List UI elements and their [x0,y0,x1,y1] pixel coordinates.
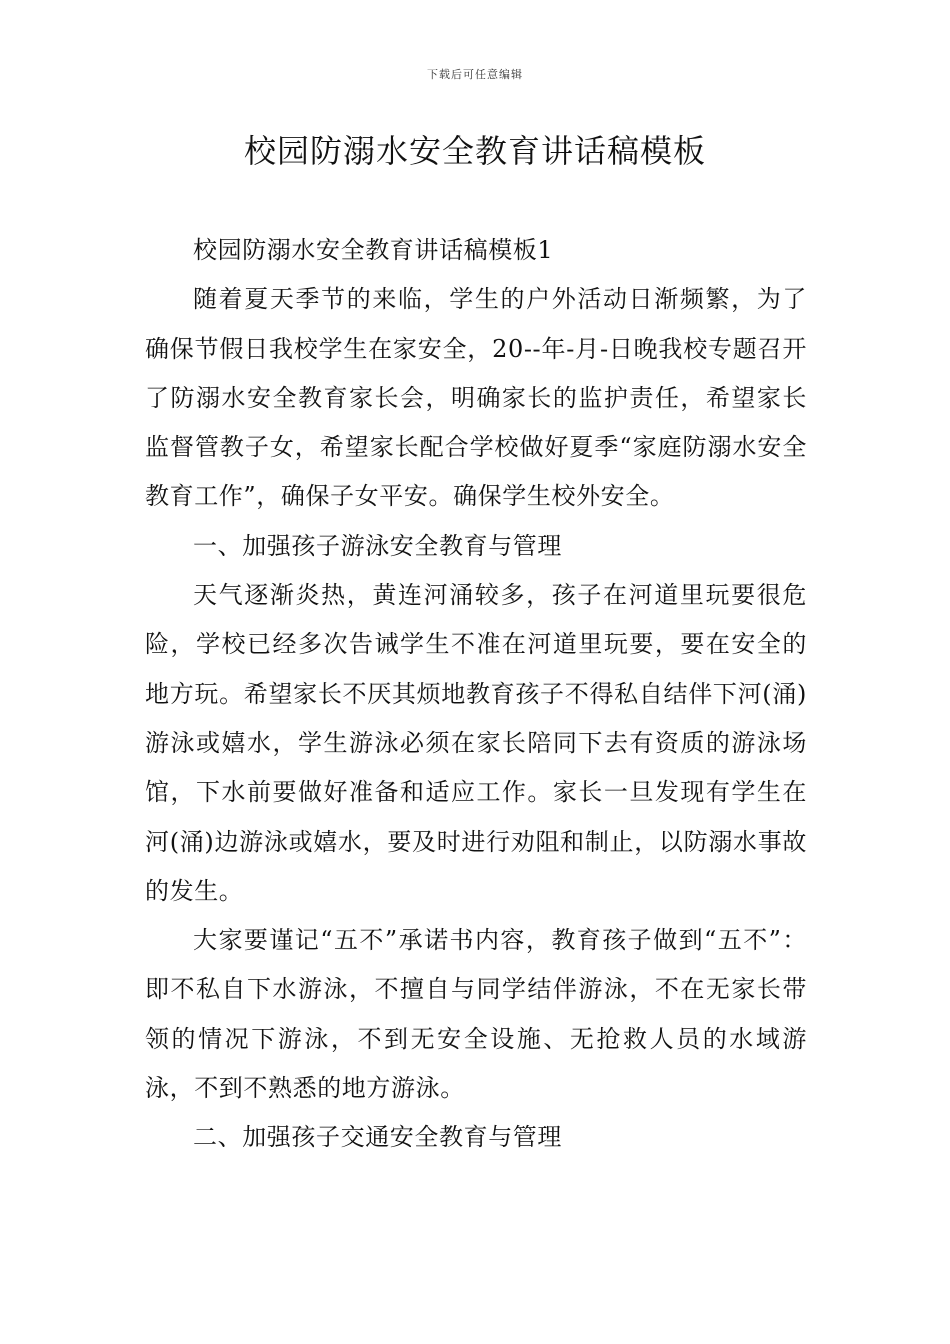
document-body [145,226,807,1163]
document-title: 校园防溺水安全教育讲话稿模板 [243,132,706,170]
paragraph-swimming-safety: 天气逐渐炎热，黄连河涌较多，孩子在河道里玩要很危险，学校已经多次告诫学生不准在河道里玩要，要在安全的地方玩。希望家长不厌其烦地教育孩子不得私自结伴下河(涌)游泳或嬉水，学生游泳必须在家长陪同下去有资质的游泳场馆，下水前要做好准备和适应工作。家长一旦发现有学生在河(涌)边游泳或嬉水，要及时进行劝阻和制止，以防溺水事故的发生。 [145,581,807,905]
paragraph-intro: 随着夏天季节的来临，学生的户外活动日渐频繁，为了确保节假日我校学生在家安全，20--年-月-日晚我校专题召开了防溺水安全教育家长会，明确家长的监护责任，希望家长监督管教子女，希望家长配合学校做好夏季“家庭防溺水安全教育工作”，确保子女平安。确保学生校外安全。 [145,285,807,511]
paragraph-five-nots: 大家要谨记“五不”承诺书内容，教育孩子做到“五不”：即不私自下水游泳，不擅自与同学结伴游泳，不在无家长带领的情况下游泳，不到无安全设施、无抢救人员的水域游泳，不到不熟悉的地方游泳。 [145,926,807,1103]
section-heading-swimming-safety: 一、加强孩子游泳安全教育与管理 [193,531,562,560]
header-note: 下载后可任意编辑 [427,68,523,81]
section-heading-template-1: 校园防溺水安全教育讲话稿模板1 [193,236,554,264]
section-heading-traffic-safety: 二、加强孩子交通安全教育与管理 [193,1123,562,1152]
